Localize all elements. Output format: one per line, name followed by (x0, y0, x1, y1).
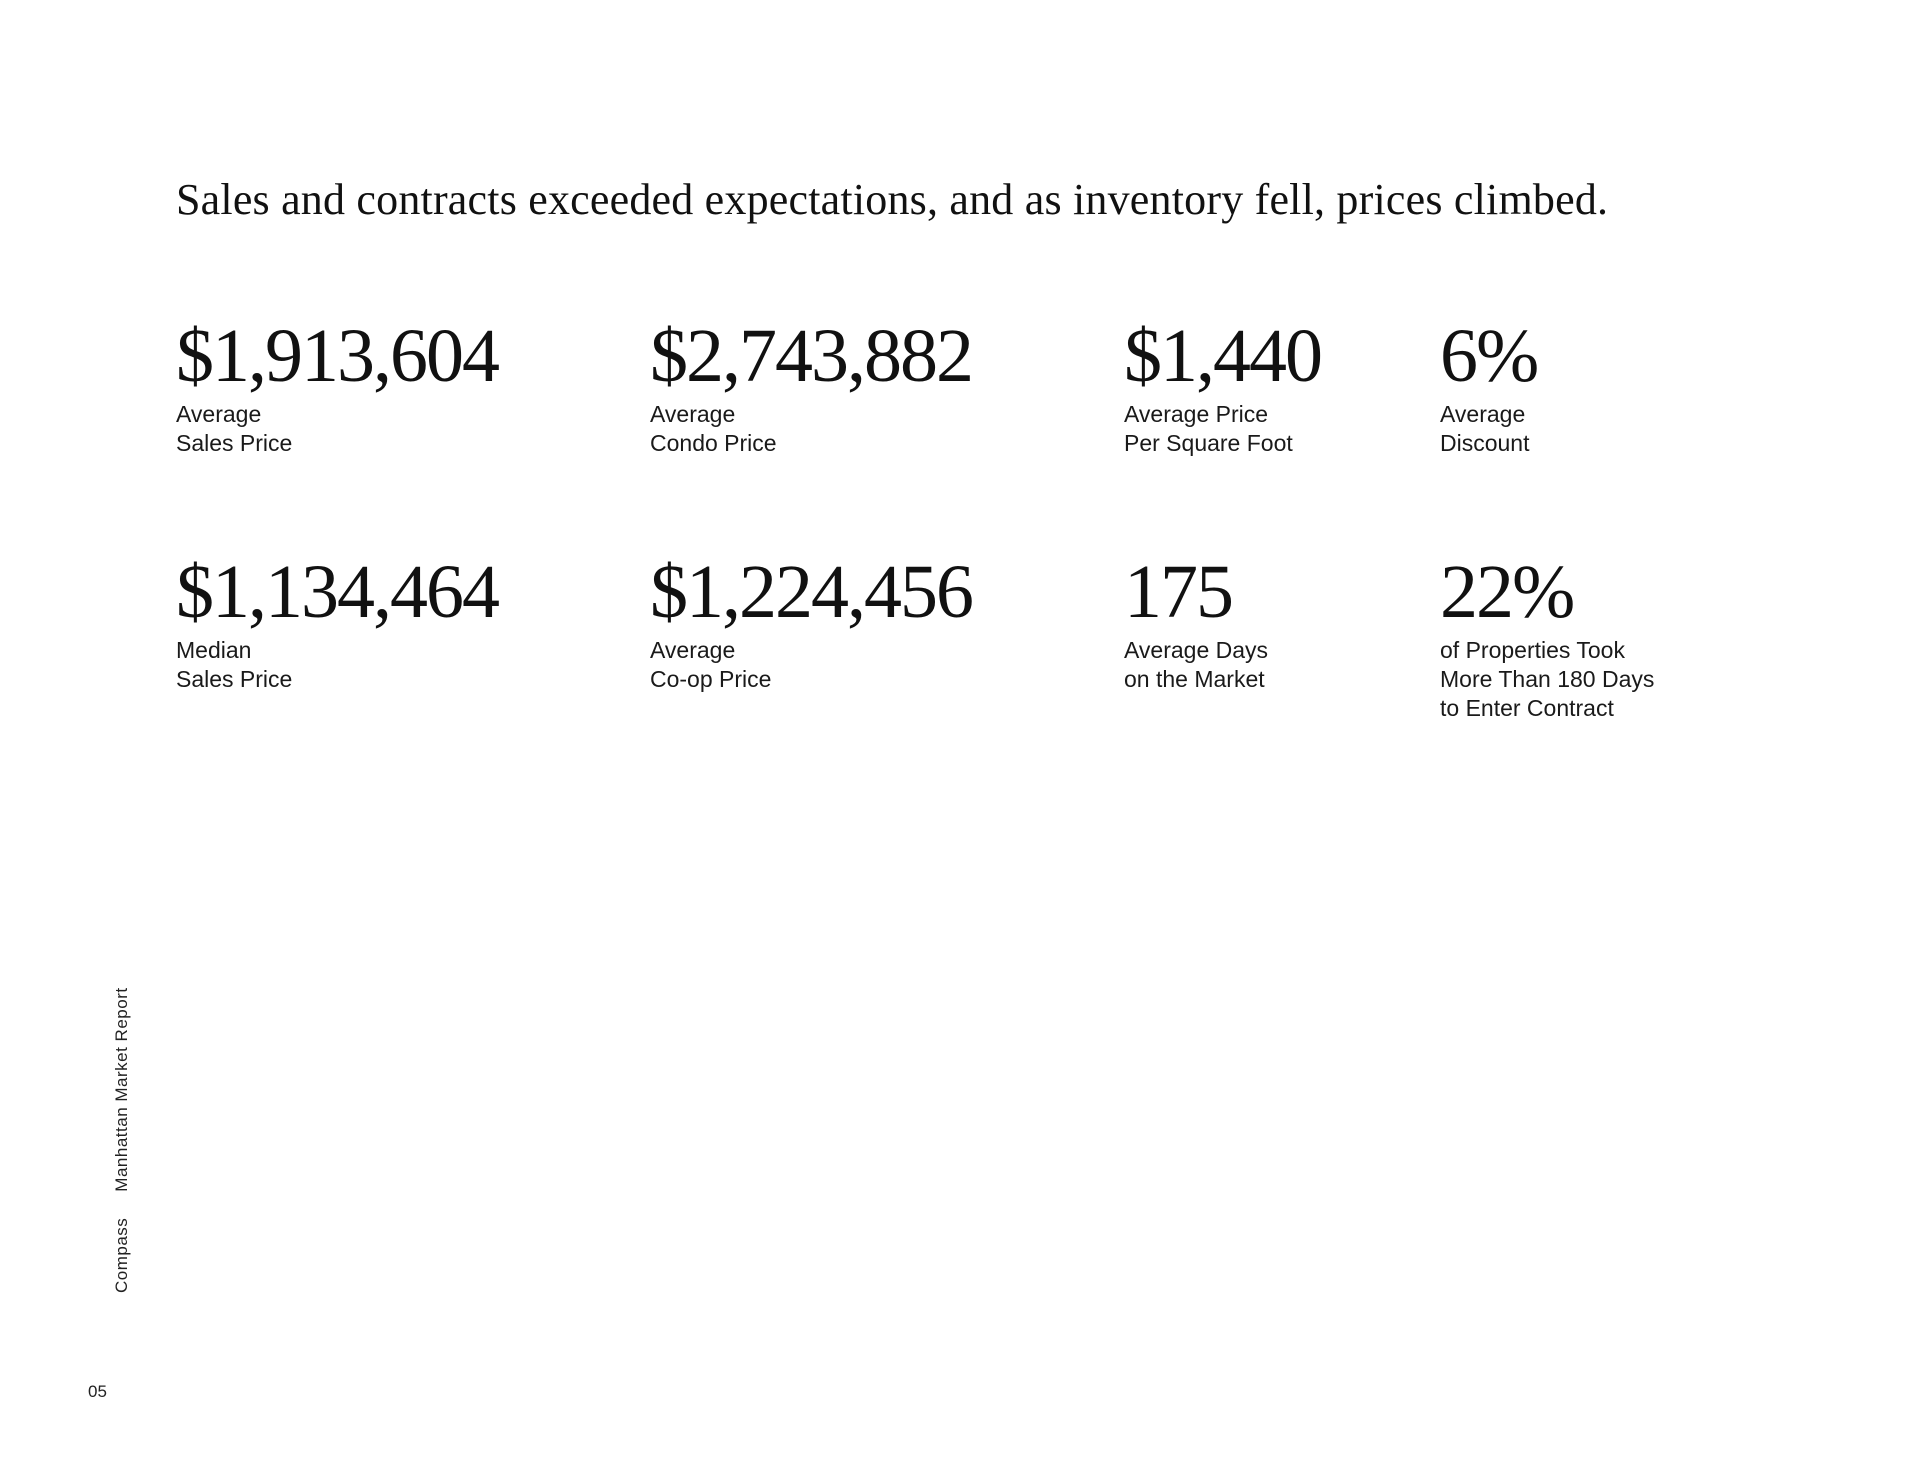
stat-average-coop-price (650, 552, 972, 694)
stat-label-line: Co-op Price (650, 666, 772, 692)
stat-average-discount (1440, 316, 1537, 458)
stat-value: 22% (1440, 550, 1574, 634)
stat-properties-over-180-days (1440, 552, 1654, 723)
stat-value: 175 (1124, 550, 1232, 634)
stat-label-line: of Properties Took (1440, 637, 1625, 663)
brand-name: Compass (112, 1217, 131, 1293)
stat-value: $1,440 (1124, 314, 1321, 398)
stat-label-line: Median (176, 637, 252, 663)
report-name: Manhattan Market Report (112, 987, 131, 1192)
stat-value: 6% (1440, 314, 1538, 398)
stat-label-line: Average (176, 401, 262, 427)
stat-label-line: Average (650, 637, 736, 663)
stat-value: $1,224,456 (650, 550, 972, 634)
stat-label-line: Average (1440, 401, 1526, 427)
stat-label-line: Average Price (1124, 401, 1269, 427)
stat-label-line: More Than 180 Days (1440, 666, 1655, 692)
stat-label-line: Sales Price (176, 666, 293, 692)
stat-label-line: Discount (1440, 430, 1530, 456)
stat-label (1124, 400, 1321, 458)
stat-value: $1,913,604 (176, 314, 498, 398)
stat-label (1440, 636, 1654, 723)
stat-label-line: Condo Price (650, 430, 777, 456)
stat-label (650, 636, 972, 694)
stat-label-line: Average Days (1124, 637, 1269, 663)
stat-label (176, 400, 498, 458)
stat-average-price-per-square-foot (1124, 316, 1321, 458)
stat-average-days-on-market (1124, 552, 1268, 694)
stat-median-sales-price (176, 552, 498, 694)
stat-label-line: to Enter Contract (1440, 695, 1614, 721)
stat-label (176, 636, 498, 694)
stat-label-line: on the Market (1124, 666, 1265, 692)
stat-label (1124, 636, 1268, 694)
page-headline: Sales and contracts exceeded expectations, and as inventory fell, prices climbed. (176, 175, 1609, 224)
stat-value: $2,743,882 (650, 314, 972, 398)
stat-label-line: Per Square Foot (1124, 430, 1293, 456)
running-footer (112, 987, 132, 1293)
stat-label (650, 400, 972, 458)
stat-average-sales-price (176, 316, 498, 458)
stat-label-line: Average (650, 401, 736, 427)
stat-label (1440, 400, 1537, 458)
stat-value: $1,134,464 (176, 550, 498, 634)
stat-average-condo-price (650, 316, 972, 458)
stat-label-line: Sales Price (176, 430, 293, 456)
page-number: 05 (88, 1382, 107, 1401)
